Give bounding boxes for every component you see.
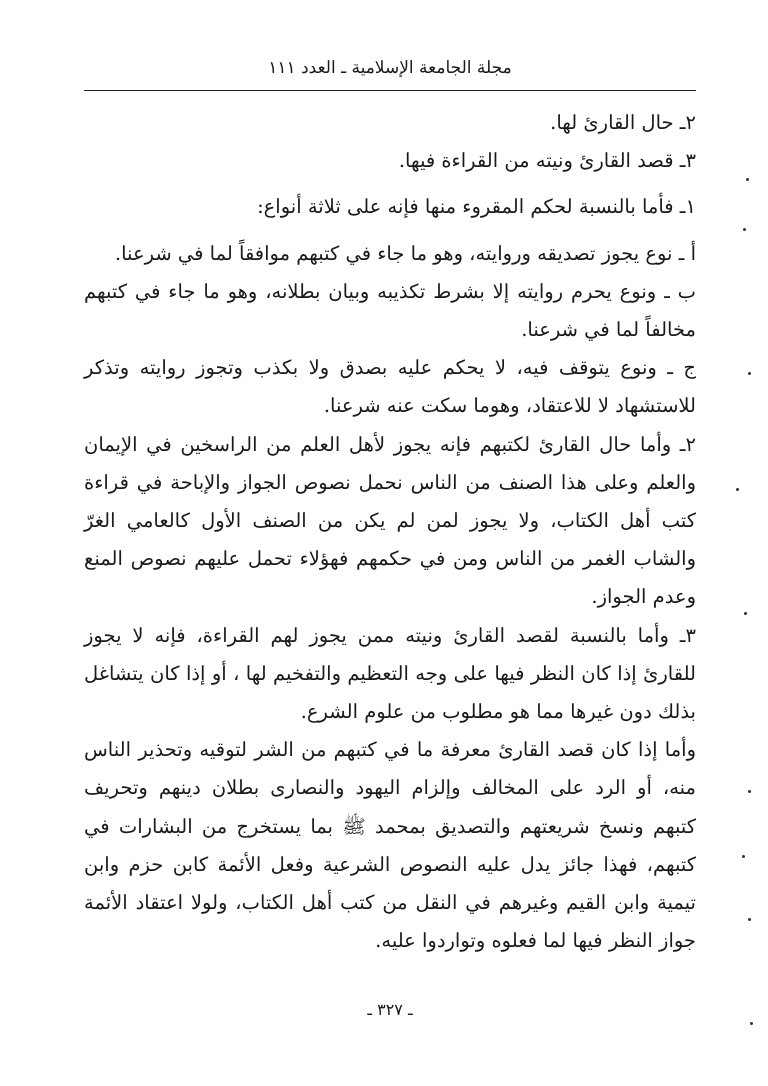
margin-mark [748,918,751,921]
paragraph: أ ـ نوع يجوز تصديقه وروايته، وهو ما جاء في كتبهم موافقاً لما في شرعنا. [114,241,696,265]
paragraph: ٢ـ وأما حال القارئ لكتبهم فإنه يجوز لأهل العلم من الراسخين في الإيمان والعلم وعلى هذا الصنف من الناس نحمل نصوص الجواز والإباحة في قراءة كتب أهل الكتاب، ولا يجوز لمن لم يكن من الصنف الأول كالعامي الغرّ والشاب الغمر من الناس ومن في حكمهم فهؤلاء تحمل عليهم نصوص المنع وعدم الجواز. [84,432,696,609]
margin-mark [744,612,747,615]
paragraph: ١ـ فأما بالنسبة لحكم المقروء منها فإنه على ثلاثة أنواع: [257,195,696,219]
margin-mark [746,178,749,181]
margin-mark [743,228,746,231]
header-rule [84,90,696,91]
body-text [84,104,696,960]
margin-mark [748,790,751,793]
paragraph: ٢ـ حال القارئ لها. [550,111,696,134]
paragraph: وأما إذا كان قصد القارئ معرفة ما في كتبهم من الشر لتوقيه وتحذير الناس منه، أو الرد على المخالف وإلزام اليهود والنصارى بطلان دينهم وتحريف كتبهم ونسخ شريعتهم والتصديق بمحمد ﷺ بما يستخرج من البشارات في كتبهم، فهذا جائز يدل عليه النصوص الشرعية وفعل الأئمة كابن حزم وابن تيمية وابن القيم وغيرهم في النقل من كتب أهل الكتاب، ولولا اعتقاد الأئمة جواز النظر فيها لما فعلوه وتواردوا عليه. [84,738,696,953]
paragraph: ٣ـ قصد القارئ ونيته من القراءة فيها. [398,149,696,173]
paragraph: ب ـ ونوع يحرم روايته إلا بشرط تكذيبه وبيان بطلانه، وهو ما جاء في كتبهم مخالفاً لما في شرعنا. [84,279,696,342]
running-header: مجلة الجامعة الإسلامية ـ العدد ١١١ [268,58,512,78]
paragraph: ٣ـ وأما بالنسبة لقصد القارئ ونيته ممن يجوز لهم القراءة، فإنه لا يجوز للقارئ إذا كان النظر فيها على وجه التعظيم والتفخيم لها ، أو إذا كان يتشاغل بذلك دون غيرها مما هو مطلوب من علوم الشرع. [84,623,696,724]
margin-mark [750,1022,753,1025]
page-number: ـ ٣٢٧ ـ [367,1000,413,1019]
margin-mark [742,855,745,858]
paragraph: ج ـ ونوع يتوقف فيه، لا يحكم عليه بصدق ولا بكذب وتجوز روايته وتذكر للاستشهاد لا للاعتقاد، وهوما سكت عنه شرعنا. [84,356,696,418]
margin-mark [736,488,739,491]
margin-mark [748,372,751,375]
